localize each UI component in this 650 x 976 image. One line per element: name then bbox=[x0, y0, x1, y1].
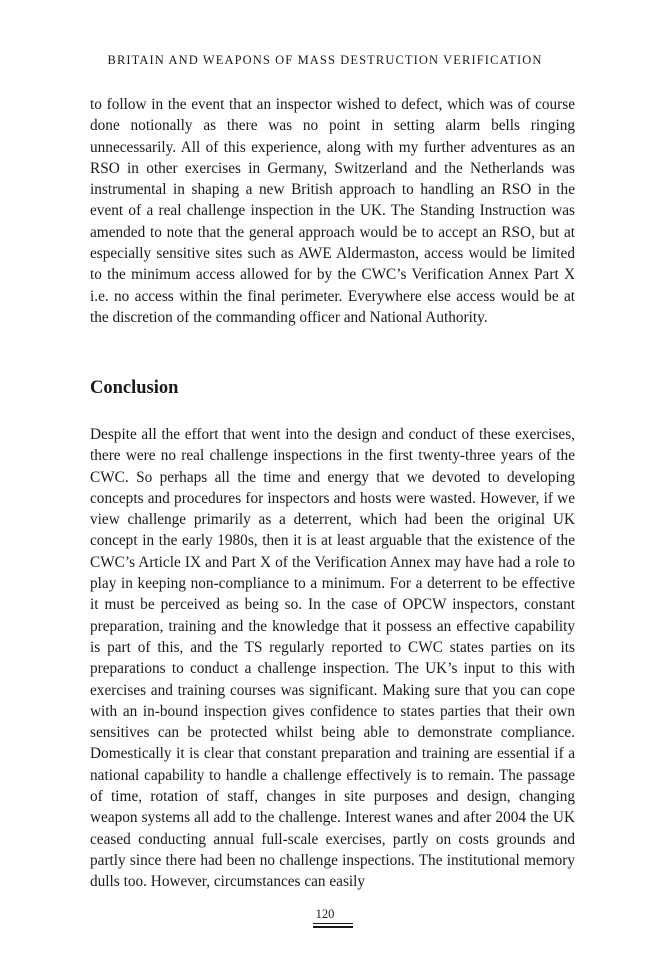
body-paragraph-1: to follow in the event that an inspector wished to defect, which was of course done notionally as there was no point in setting alarm bells ringing unnecessarily. All of this experience, along with my further adventures as an RSO in other exercises in Germany, Switzerland and the Netherlands was instrumental in shaping a new British approach to handling an RSO in the event of a real challenge inspection in the UK. The Standing Instruction was amended to note that the general approach would be to accept an RSO, but at especially sensitive sites such as AWE Aldermaston, access would be limited to the minimum access allowed for by the CWC’s Verification Annex Part X i.e. no access within the final perimeter. Everywhere else access would be at the discretion of the commanding officer and National Authority. bbox=[90, 96, 575, 326]
footer-rule-thick bbox=[313, 926, 353, 928]
footer-rule-thin bbox=[313, 923, 353, 924]
page-footer bbox=[0, 905, 650, 923]
section-heading: Conclusion bbox=[90, 378, 179, 398]
body-paragraph-2: Despite all the effort that went into the design and conduct of these exercises, there were no real challenge inspections in the first twenty-three years of the CWC. So perhaps all the time and energy that we devoted to developing concepts and procedures for inspectors and hosts were wasted. However, if we view challenge primarily as a deterrent, which had been the original UK concept in the early 1980s, then it is at least arguable that the existence of the CWC’s Article IX and Part X of the Verification Annex may have had a role to play in keeping non-compliance to a minimum. For a deterrent to be effective it must be perceived as being so. In the case of OPCW inspectors, constant preparation, training and the knowledge that it possess an effective capability is part of this, and the TS regularly reported to CWC states parties on its preparations to conduct a challenge inspection. The UK’s input to this with exercises and training courses was significant. Making sure that you can cope with an in-bound inspection gives confidence to states parties that their own sensitives can be protected whilst being able to demonstrate compliance. Domestically it is clear that constant preparation and training are essential if a national capability to handle a challenge effectively is to remain. The passage of time, rotation of staff, changes in site purposes and design, changing weapon systems all add to the challenge. Interest wanes and after 2004 the UK ceased conducting annual full-scale exercises, partly on costs grounds and partly since there had been no challenge inspections. The institutional memory dulls too. However, circumstances can easily bbox=[90, 426, 575, 891]
running-header: BRITAIN AND WEAPONS OF MASS DESTRUCTION VERIFICATION bbox=[107, 53, 543, 67]
page-number: 120 bbox=[315, 907, 335, 921]
